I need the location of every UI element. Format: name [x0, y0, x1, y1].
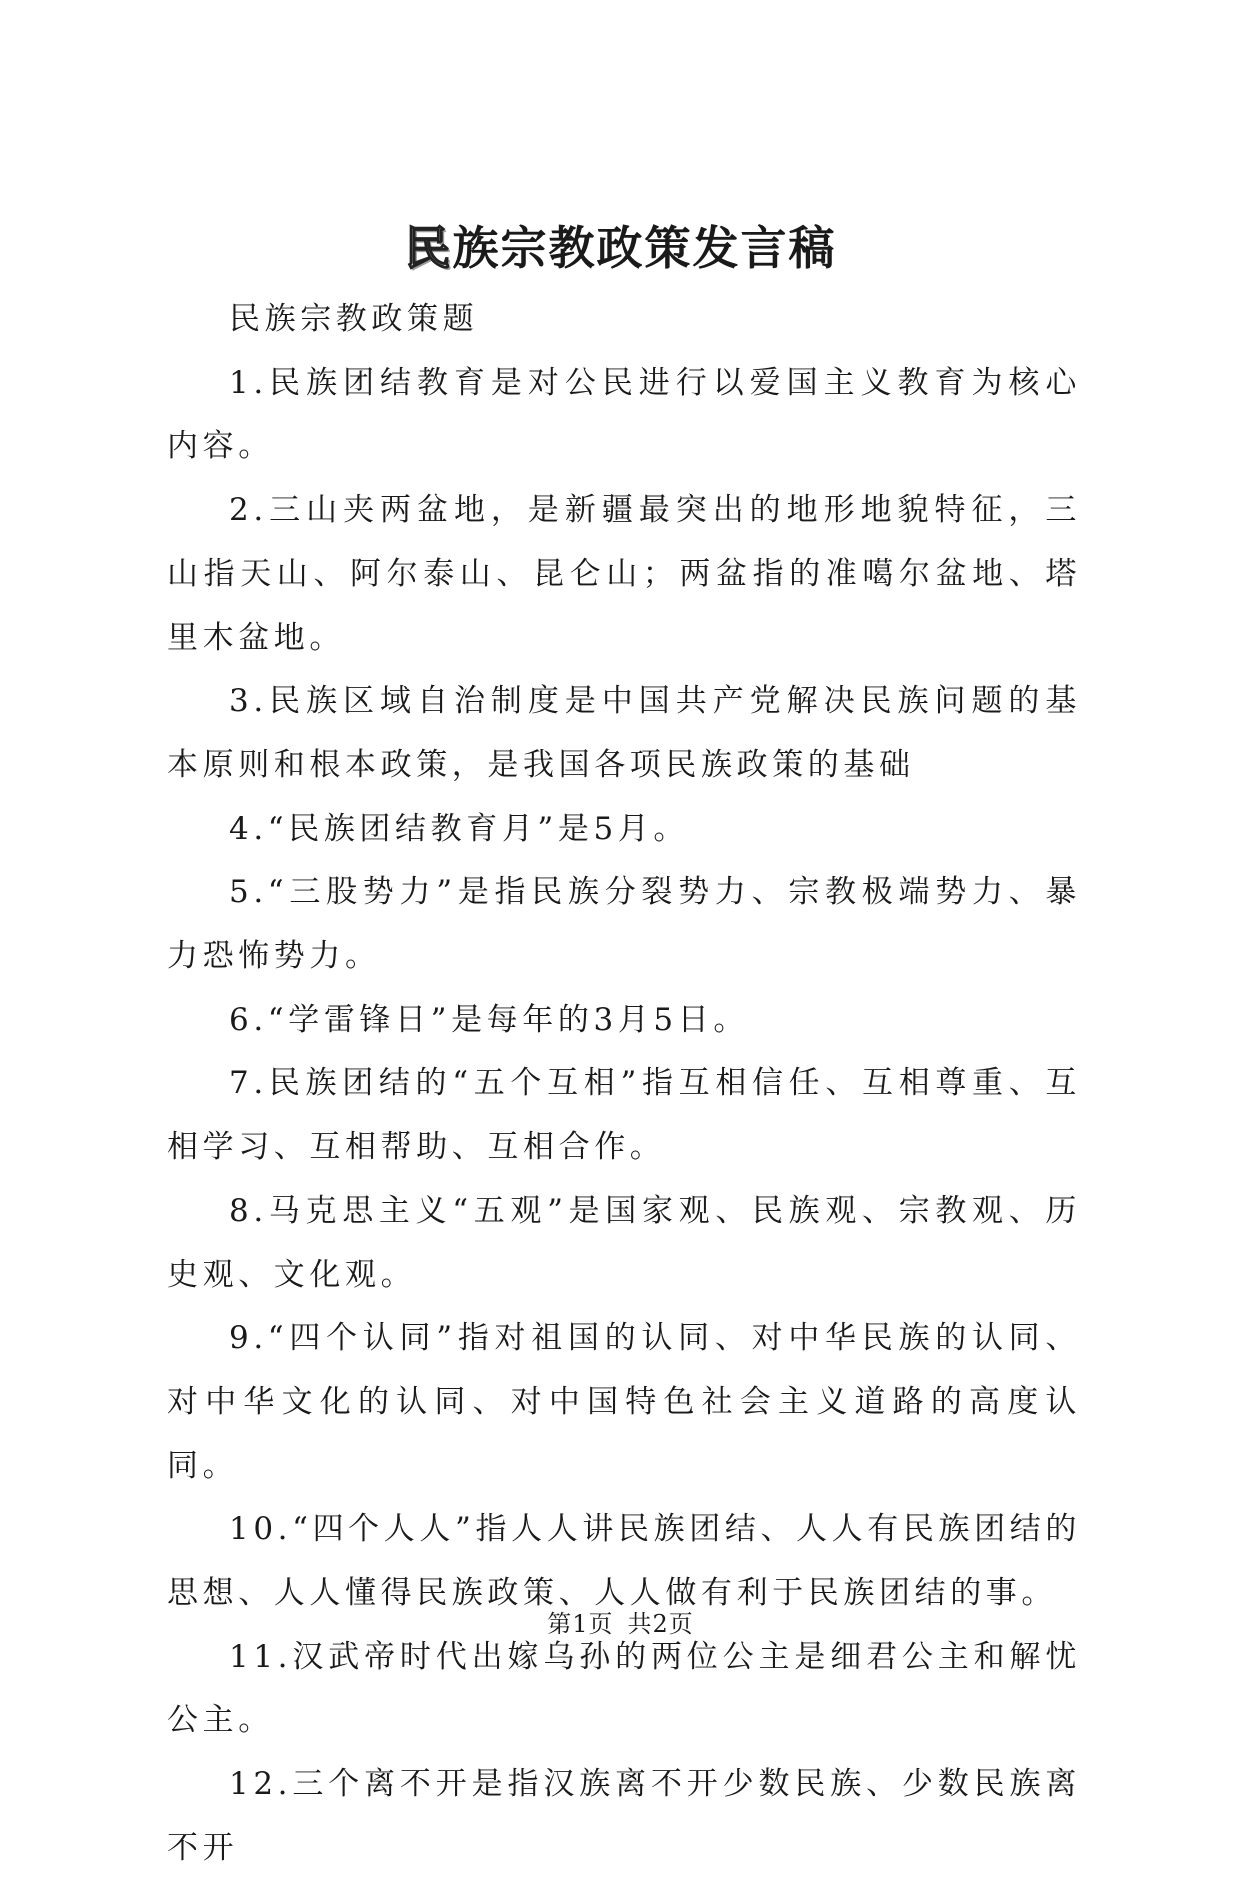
paragraph-item: 8.马克思主义“五观”是国家观、民族观、宗教观、历史观、文化观。 [167, 1192, 1081, 1293]
paragraph-item: 1.民族团结教育是对公民进行以爱国主义教育为核心内容。 [167, 364, 1081, 465]
paragraph-item: 5.“三股势力”是指民族分裂势力、宗教极端势力、暴力恐怖势力。 [167, 874, 1081, 975]
page-number: 第1页 [547, 1610, 614, 1638]
paragraph-item: 11.汉武帝时代出嫁乌孙的两位公主是细君公主和解忧公主。 [167, 1638, 1081, 1739]
title-rest: 族宗教政策发言稿 [452, 221, 837, 275]
paragraph-item: 6.“学雷锋日”是每年的3月5日。 [229, 1001, 749, 1038]
document-title [0, 218, 1241, 278]
paragraph-item: 7.民族团结的“五个互相”指互相信任、互相尊重、互相学习、互相帮助、互相合作。 [167, 1065, 1081, 1166]
document-body [167, 288, 1081, 1881]
paragraph-item: 12.三个离不开是指汉族离不开少数民族、少数民族离不开 [167, 1766, 1081, 1866]
paragraph-item: 2.三山夹两盆地，是新疆最突出的地形地貌特征，三山指天山、阿尔泰山、昆仑山；两盆指的准噶尔盆地、塔里木盆地。 [167, 492, 1081, 656]
paragraph-item: 4.“民族团结教育月”是5月。 [229, 810, 689, 847]
page-total: 共2页 [627, 1610, 694, 1638]
page-footer [0, 1609, 1241, 1639]
title-first-char: 民 [404, 221, 453, 275]
paragraph-item: 3.民族区域自治制度是中国共产党解决民族问题的基本原则和根本政策，是我国各项民族政策的基础 [167, 683, 1081, 783]
paragraph-item: 9.“四个认同”指对祖国的认同、对中华民族的认同、对中华文化的认同、对中国特色社会主义道路的高度认同。 [167, 1320, 1081, 1484]
paragraph-item: 10.“四个人人”指人人讲民族团结、人人有民族团结的思想、人人懂得民族政策、人人做有利于民族团结的事。 [167, 1511, 1081, 1612]
paragraph-heading: 民族宗教政策题 [229, 301, 479, 337]
